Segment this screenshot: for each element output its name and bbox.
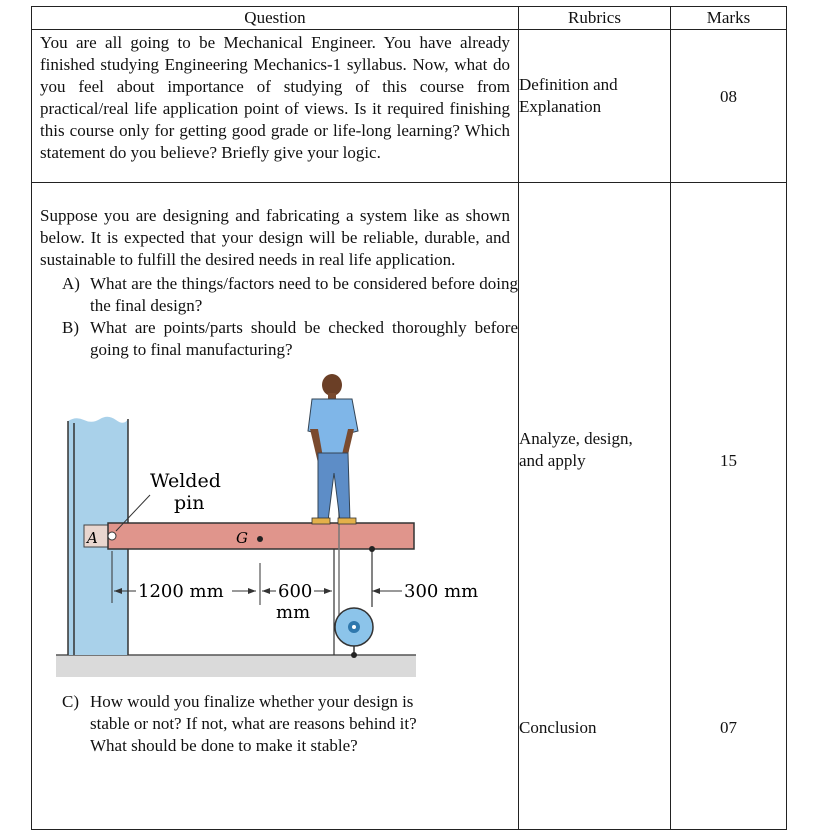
beam-figure <box>36 373 506 683</box>
marks-2: 15 <box>720 451 737 470</box>
rubric-1-cell <box>519 30 671 183</box>
question-2-intro: Suppose you are designing and fabricating a system like as shown below. It is expected that your design will be reliable, durable, and sustainable to fulfill the desired needs in real life application. <box>40 206 510 269</box>
sub-c-line1: How would you finalize whether your design is <box>90 692 414 711</box>
sub-a-label: A) <box>62 274 80 293</box>
dim-600-unit-label: mm <box>276 602 311 623</box>
dim-300-label: 300 mm <box>404 581 479 602</box>
point-a-label: A <box>87 529 98 547</box>
marks-1-cell <box>671 30 787 183</box>
sub-b-text: What are points/parts should be checked thoroughly before going to final manufacturing? <box>90 318 518 359</box>
header-rubrics: Rubrics <box>519 7 671 30</box>
man-figure <box>308 374 358 524</box>
header-marks: Marks <box>671 7 787 30</box>
rubric-1-line2: Explanation <box>519 97 602 116</box>
header-row <box>32 7 787 30</box>
rubric-1-line1: Definition and <box>519 75 618 94</box>
sub-c-line2: stable or not? If not, what are reasons behind it? <box>90 714 417 733</box>
beam <box>108 523 414 549</box>
question-row-1 <box>32 30 787 183</box>
sub-question-a <box>32 273 518 317</box>
welded-label: Welded <box>150 470 221 492</box>
sub-c-label: C) <box>62 692 79 711</box>
dim-600-label: 600 <box>278 581 313 602</box>
sub-question-b <box>32 317 518 361</box>
rubric-2-cell <box>519 183 671 830</box>
ground <box>56 655 416 677</box>
marks-1: 08 <box>720 87 737 106</box>
marks-2-cell <box>671 183 787 830</box>
sub-question-c <box>32 691 518 757</box>
point-g-dot <box>257 536 263 542</box>
sub-b-label: B) <box>62 318 79 337</box>
question-table <box>31 6 787 830</box>
pin-label: pin <box>174 492 205 514</box>
rubric-c: Conclusion <box>519 718 597 737</box>
point-g-label: G <box>236 529 248 547</box>
sub-a-text: What are the things/factors need to be considered before doing the final design? <box>90 274 518 315</box>
question-2-cell <box>32 183 519 830</box>
rubric-2-line1: Analyze, design, <box>519 429 633 448</box>
question-1-text: You are all going to be Mechanical Engineer. You have already finished studying Engineering Mechanics-1 syllabus. Now, what do you feel about importance of studying of this course from practical/real life application point of views. Is it required finishing this course only for getting good grade or life-long learning? Which statement do you believe? Briefly give your logic. <box>40 33 510 162</box>
question-row-2 <box>32 183 787 830</box>
rubric-2-line2: and apply <box>519 451 586 470</box>
header-question: Question <box>32 7 519 30</box>
sub-c-line3: What should be done to make it stable? <box>90 736 358 755</box>
pin-joint <box>108 532 116 540</box>
dim-1200-label: 1200 mm <box>138 581 224 602</box>
marks-c: 07 <box>720 718 737 737</box>
question-1-cell <box>32 30 519 183</box>
